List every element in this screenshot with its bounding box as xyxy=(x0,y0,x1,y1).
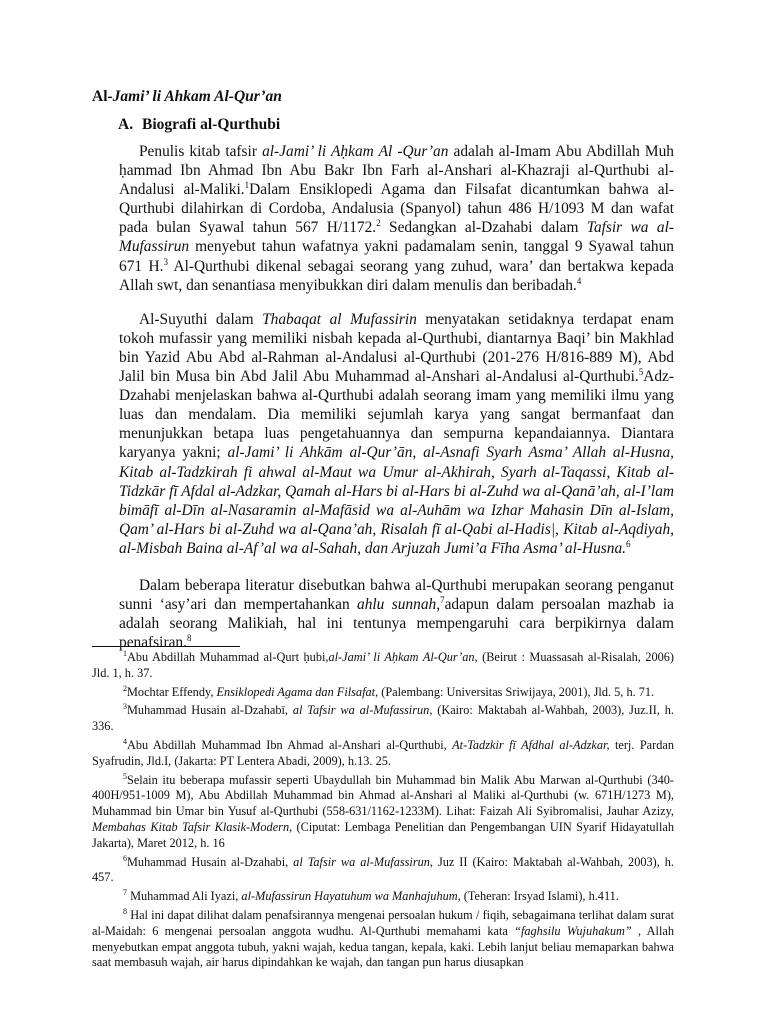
text-run: , Allah menyebutkan empat anggota tubuh, yakni wajah, kedua tangan, kepala, kaki. Lebih lanjut beliau memaparkan bahwa saat membasuh wajah, air harus dipindahkan ke wajah, dan tangan pun harus diusapkan xyxy=(92,923,674,970)
text-run: adapun dalam persoalan mazhab ia adalah seorang Malikiah, hal ini tentunya mempengaruhi cara berpikirnya dalam penafsiran. xyxy=(119,596,674,652)
footnote-ref: 3 xyxy=(163,256,168,267)
italic-run: al Tafsir wa al-Mufassirun xyxy=(293,854,430,869)
text-run: Abu Abdillah Muhammad Ibn Ahmad al-Anshari al-Qurthubi, xyxy=(127,737,453,752)
italic-run: At-Tadzkir fī Afdhal al-Adzkar, xyxy=(452,737,610,752)
footnote-number: 2 xyxy=(123,683,127,693)
title-italic: Jami’ li Ahkam Al-Qur’an xyxy=(112,88,282,105)
body-text xyxy=(119,142,674,652)
text-run: Hal ini dapat dilihat dalam penafsirannya mengenai persoalan hukum / fiqih, sebagaimana terlihat dalam surat al-Maidah: 6 mengenai persoalan anggota wudhu. Al-Qurthubi memahami kata xyxy=(92,907,674,938)
text-run: , (Ciputat: Lembaga Penelitian dan Pengembangan UIN Syarif Hidayatullah Jakarta), Maret 2012, h. 16 xyxy=(92,819,674,850)
text-run: , (Palembang: Universitas Sriwijaya, 2001), Jld. 5, h. 71. xyxy=(375,684,655,699)
footnote-number: 8 xyxy=(123,906,127,916)
text-run: Sedangkan al-Dzahabi dalam xyxy=(380,219,587,237)
footnote-8 xyxy=(92,908,674,971)
text-run: Mochtar Effendy, xyxy=(127,684,217,699)
document-title xyxy=(92,88,282,106)
footnote-1 xyxy=(92,650,674,682)
italic-run: al-Jami’ li Ahkām al-Qur’ān, al-Asnafi Syarh Asma’ Allah al-Husna, Kitab al-Tadzkirah fi ahwal al-Maut wa Umur al-Akhirah, Syarh al-Taqassi, Kitab al-Tidzkār fī Afdal al-Adzkar, Qamah al-Hars bi al-Hars bi al-Zuhd wa al-Qanā’ah, al-I’lam bimāfī al-Dīn al-Nasaramin al-Mafāsid wa al-Auhām wa Izhar Mahasin Dīn al-Islam, Qam’ al-Hars bi al-Zuhd wa al-Qana’ah, Risalah fī al-Qabi al-Hadis|, Kitab al-Aqdiyah, al-Misbah Baina al-Af’al wa al-Sahah, dan Arjuzah Jumi’a Fīha Asma’ al-Husna. xyxy=(119,444,674,557)
footnote-number: 7 xyxy=(123,888,127,898)
footnotes xyxy=(92,650,674,974)
italic-run: al Tafsir wa al-Mufassirun xyxy=(292,703,430,718)
text-run: menyatakan setidaknya terdapat enam tokoh mufassir yang memiliki nisbah kepada al-Qurthubi, diantarnya Baqi’ bin Makhlad bin Yazid Abu Abd al-Rahman al-Andalusi al-Qurthubi (201-276 H/816-889 M), Abd Jalil bin Musa bin Abd Jalil Abu Muhammad al-Anshari al-Andalusi al-Qurthubi. xyxy=(119,310,674,386)
text-run: , (Kairo: Maktabah al-Wahbah, 2003), Juz.II, h. 336. xyxy=(92,703,674,734)
footnote-number: 4 xyxy=(123,736,127,746)
footnote-number: 3 xyxy=(123,702,127,712)
footnote-number: 5 xyxy=(123,771,127,781)
italic-run: al-Jami’ li Aḥkam Al-Qur’an, xyxy=(328,650,478,664)
footnote-7 xyxy=(92,889,674,905)
footnote-ref: 6 xyxy=(626,538,631,549)
italic-run: ahlu sunnah, xyxy=(357,596,441,614)
text-run: , Juz II (Kairo: Maktabah al-Wahbah, 2003), h. 457. xyxy=(92,854,674,885)
italic-run: Ensiklopedi Agama dan Filsafat xyxy=(216,684,376,699)
footnote-ref: 2 xyxy=(376,218,381,229)
text-run: Al-Qurthubi dikenal sebagai seorang yang zuhud, wara’ dan bertakwa kepada Allah swt, dan senantiasa menyibukkan diri dalam menulis dan beribadah. xyxy=(119,257,674,294)
footnote-ref: 7 xyxy=(440,595,445,606)
footnote-5 xyxy=(92,773,674,852)
italic-run: “faghsilu Wujuhakum” xyxy=(514,923,632,938)
text-run: Dalam beberapa literatur disebutkan bahwa al-Qurthubi merupakan seorang penganut sunni ‘asy’ari dan mempertahankan xyxy=(119,576,674,614)
text-run: Dalam Ensiklopedi Agama dan Filsafat dicantumkan bahwa al-Qurthubi dilahirkan di Cordoba, Andalusia (Spanyol) tahun 486 H/1093 M dan wafat pada bulan Syawal tahun 567 H/1172. xyxy=(119,181,675,237)
paragraph-3 xyxy=(119,576,674,652)
text-run: Abu Abdillah Muhammad al-Qurt ḥubi, xyxy=(127,650,329,664)
footnote-ref: 1 xyxy=(244,180,250,191)
text-run: (Beirut : Muassasah al-Risalah, 2006) Jld. 1, h. 37. xyxy=(92,650,675,680)
section-heading xyxy=(118,116,280,134)
text-run: adalah al-Imam Abu Abdillah Muh ḥammad Ibn Ahmad Ibn Abu Bakr Ibn Farh al-Anshari al-Khazraji al-Qurthubi al-Andalusi al-Maliki. xyxy=(119,143,674,199)
paragraph-1 xyxy=(119,142,674,295)
footnote-4 xyxy=(92,738,674,770)
italic-run: al-Mufassirun Hayatuhum wa Manhajuhum, xyxy=(241,889,461,904)
text-run: Muhammad Husain al-Dzahabi, xyxy=(127,854,294,869)
section-number: A. xyxy=(118,116,134,133)
italic-run: Thabaqat al Mufassirin xyxy=(262,310,417,328)
footnote-number: 6 xyxy=(123,853,127,863)
footnote-number: 1 xyxy=(123,649,127,658)
text-run: Muhammad Ali Iyazi, xyxy=(127,889,242,904)
text-run: (Teheran: Irsyad Islami), h.411. xyxy=(460,889,619,904)
footnote-divider xyxy=(92,646,240,647)
italic-run: Membahas Kitab Tafsir Klasik-Modern xyxy=(92,819,290,834)
title-prefix: Al- xyxy=(92,88,113,105)
text-run: Selain itu beberapa mufassir seperti Ubaydullah bin Muhammad bin Malik Abu Marwan al-Qurthubi (340-400H/951-1009 M), Abu Abdillah Muhammad bin Ahmad al-Anshari al Maliki al-Qurthubi (w. 671H/1273 M), Muhammad bin Umar bin Yusuf al-Qurthubi (558-631/1162-1233M). Lihat: Faizah Ali Syibromalisi, Jauhar Azizy, xyxy=(92,772,674,819)
italic-run: Tafsir wa al-Mufassirun xyxy=(119,219,674,256)
text-run: Muhammad Husain al-Dzahabī, xyxy=(127,703,293,718)
text-run: Al-Suyuthi dalam xyxy=(139,310,263,328)
text-run: terj. Pardan Syafrudin, Jld.I, (Jakarta: PT Lentera Abadi, 2009), h.13. 25. xyxy=(92,737,674,768)
footnote-ref: 5 xyxy=(638,367,644,378)
footnote-6 xyxy=(92,855,674,887)
footnote-2 xyxy=(92,685,674,701)
footnote-ref: 4 xyxy=(576,275,582,286)
section-heading-text: Biografi al-Qurthubi xyxy=(142,116,281,133)
italic-run: al-Jami’ li Aḥkam Al -Qur’an xyxy=(262,143,449,160)
footnote-3 xyxy=(92,703,674,735)
paragraph-2 xyxy=(119,310,674,558)
text-run: Adz-Dzahabi menjelaskan bahwa al-Qurthubi adalah seorang imam yang memiliki ilmu yang luas dan mendalam. Dia memiliki sejumlah karya yang sangat bermanfaat dan menunjukkan betapa luas pengetahuannya dan sempurna kepandaiannya. Diantara karyanya yakni; xyxy=(119,368,674,462)
text-run: Penulis kitab tafsir xyxy=(139,143,263,160)
footnote-ref: 8 xyxy=(186,633,192,644)
text-run: menyebut tahun wafatnya yakni padamalam senin, tanggal 9 Syawal tahun 671 H. xyxy=(119,238,674,275)
